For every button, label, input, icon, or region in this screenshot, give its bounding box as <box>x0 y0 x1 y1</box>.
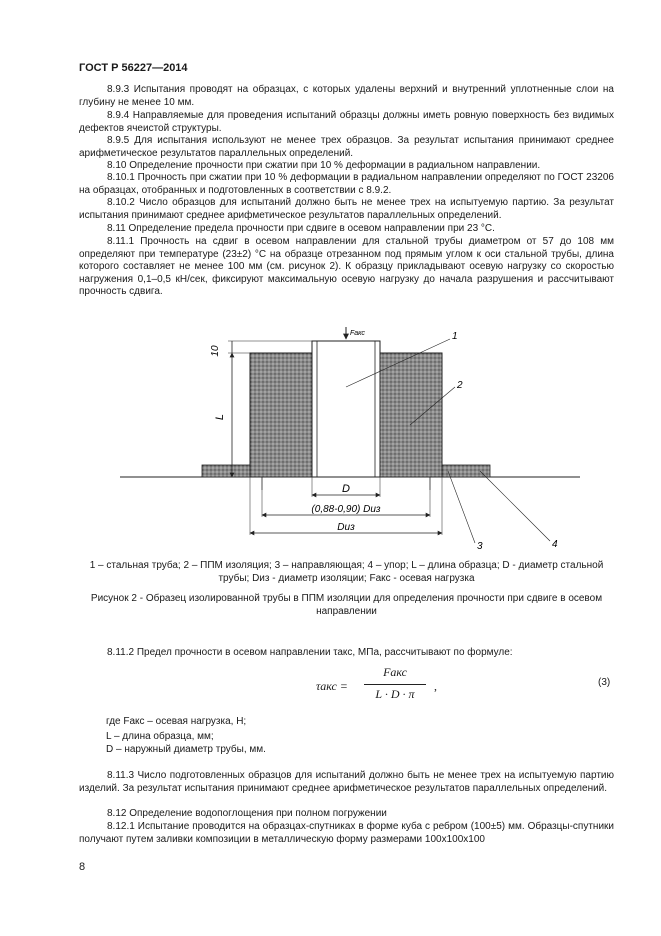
dim-L-label: L <box>214 413 226 421</box>
dim-10-label: 10 <box>210 345 221 357</box>
callout-1: 1 <box>452 331 458 342</box>
formula-number: (3) <box>598 677 611 688</box>
where-line-1: где Fакс – осевая нагрузка, Н; <box>106 716 247 727</box>
callout-2: 2 <box>457 380 463 391</box>
left-stop <box>202 465 250 477</box>
callout-3: 3 <box>477 541 483 552</box>
paragraph-8-11-2: 8.11.2 Предел прочности в осевом направлении τакс, МПа, рассчитывают по формуле: <box>107 647 513 658</box>
right-stop <box>440 465 490 477</box>
paragraph-8-11-1: 8.11.1 Прочность на сдвиг в осевом направлении для стальной трубы диаметром от 57 до 108 мм определяют при температуре (23±2) °С на образце отрезанном под прямым углом к оси стальной трубы, длина которого составляет не менее 100 мм (см. рисунок 2). К образцу прикладывают осевую нагрузку со скоростью нагружения 0,1–0,5 кН/сек, фиксируют максимальную осевую нагрузку до начала разрушения и рассчитывают прочность сдвига. <box>79 236 614 298</box>
document-header: ГОСТ Р 56227—2014 <box>79 62 188 74</box>
callout-4: 4 <box>552 539 558 550</box>
paragraph-8-10: 8.10 Определение прочности при сжатии при 10 % деформации в радиальном направлении. <box>107 160 541 171</box>
dim-D-label: D <box>342 483 350 495</box>
figure-caption: Рисунок 2 - Образец изолированной трубы в ППМ изоляции для определения прочности при сдвиге в осевом направлении <box>90 593 603 617</box>
formula-3 <box>300 665 500 705</box>
formula-lhs: τакс = <box>316 679 348 693</box>
page-number: 8 <box>79 861 86 873</box>
paragraph-8-11: 8.11 Определение предела прочности при сдвиге в осевом направлении при 23 °С. <box>107 223 495 234</box>
insulation-left <box>250 353 312 477</box>
paragraph-8-11-3: 8.11.3 Число подготовленных образцов для испытаний должно быть не менее трех на испытуемую партию изделий. За результат испытания принимают среднее арифметическое результатов параллельных определений. <box>79 770 614 794</box>
paragraph-8-10-1: 8.10.1 Прочность при сжатии при 10 % деформации в радиальном направлении определяют по ГОСТ 23206 на образцах, отобранных и подготовленных в соответствии с 8.9.2. <box>79 172 614 196</box>
where-line-2: L – длина образца, мм; <box>106 731 214 742</box>
paragraph-8-9-5: 8.9.5 Для испытания используют не менее трех образцов. За результат испытания принимают среднее арифметическое результатов параллельных определений. <box>79 135 614 159</box>
formula-numerator: Fакс <box>383 665 407 679</box>
where-line-3: D – наружный диаметр трубы, мм. <box>106 744 266 755</box>
paragraph-8-12: 8.12 Определение водопоглощения при полном погружении <box>107 808 387 819</box>
insulation-right <box>380 353 442 477</box>
formula-tail: , <box>434 679 437 693</box>
figure-legend: 1 – стальная труба; 2 – ППМ изоляция; 3 – направляющая; 4 – упор; L – длина образца; D - диаметр стальной трубы; Dиз - диаметр изоляции; Fакс - осевая нагрузка <box>89 560 604 584</box>
paragraph-8-10-2: 8.10.2 Число образцов для испытаний должно быть не менее трех на испытуемую партию. За результат испытания принимают среднее арифметическое результатов параллельных определений. <box>79 197 614 221</box>
formula-fraction-bar <box>364 684 426 685</box>
paragraph-8-9-3: 8.9.3 Испытания проводят на образцах, с которых удалены верхний и внутренний уплотненные слои на глубину не менее 10 мм. <box>79 84 614 108</box>
figure-2-diagram <box>110 325 590 560</box>
force-label: Fакс <box>350 330 365 337</box>
dim-outer-label: Dиз <box>337 522 355 533</box>
paragraph-8-12-1: 8.12.1 Испытание проводится на образцах-спутниках в форме куба с ребром (100±5) мм. Образцы-спутники получают путем заливки композиции в металлическую форму размерами 100х100х100 <box>79 821 614 845</box>
dim-inner-label: (0,88-0,90) Dиз <box>311 504 381 515</box>
formula-denominator: L · D · π <box>375 687 415 701</box>
paragraph-8-9-4: 8.9.4 Направляемые для проведения испытаний образцы должны иметь ровную поверхность без видимых дефектов ячеистой структуры. <box>79 110 614 134</box>
steel-pipe <box>312 341 380 477</box>
